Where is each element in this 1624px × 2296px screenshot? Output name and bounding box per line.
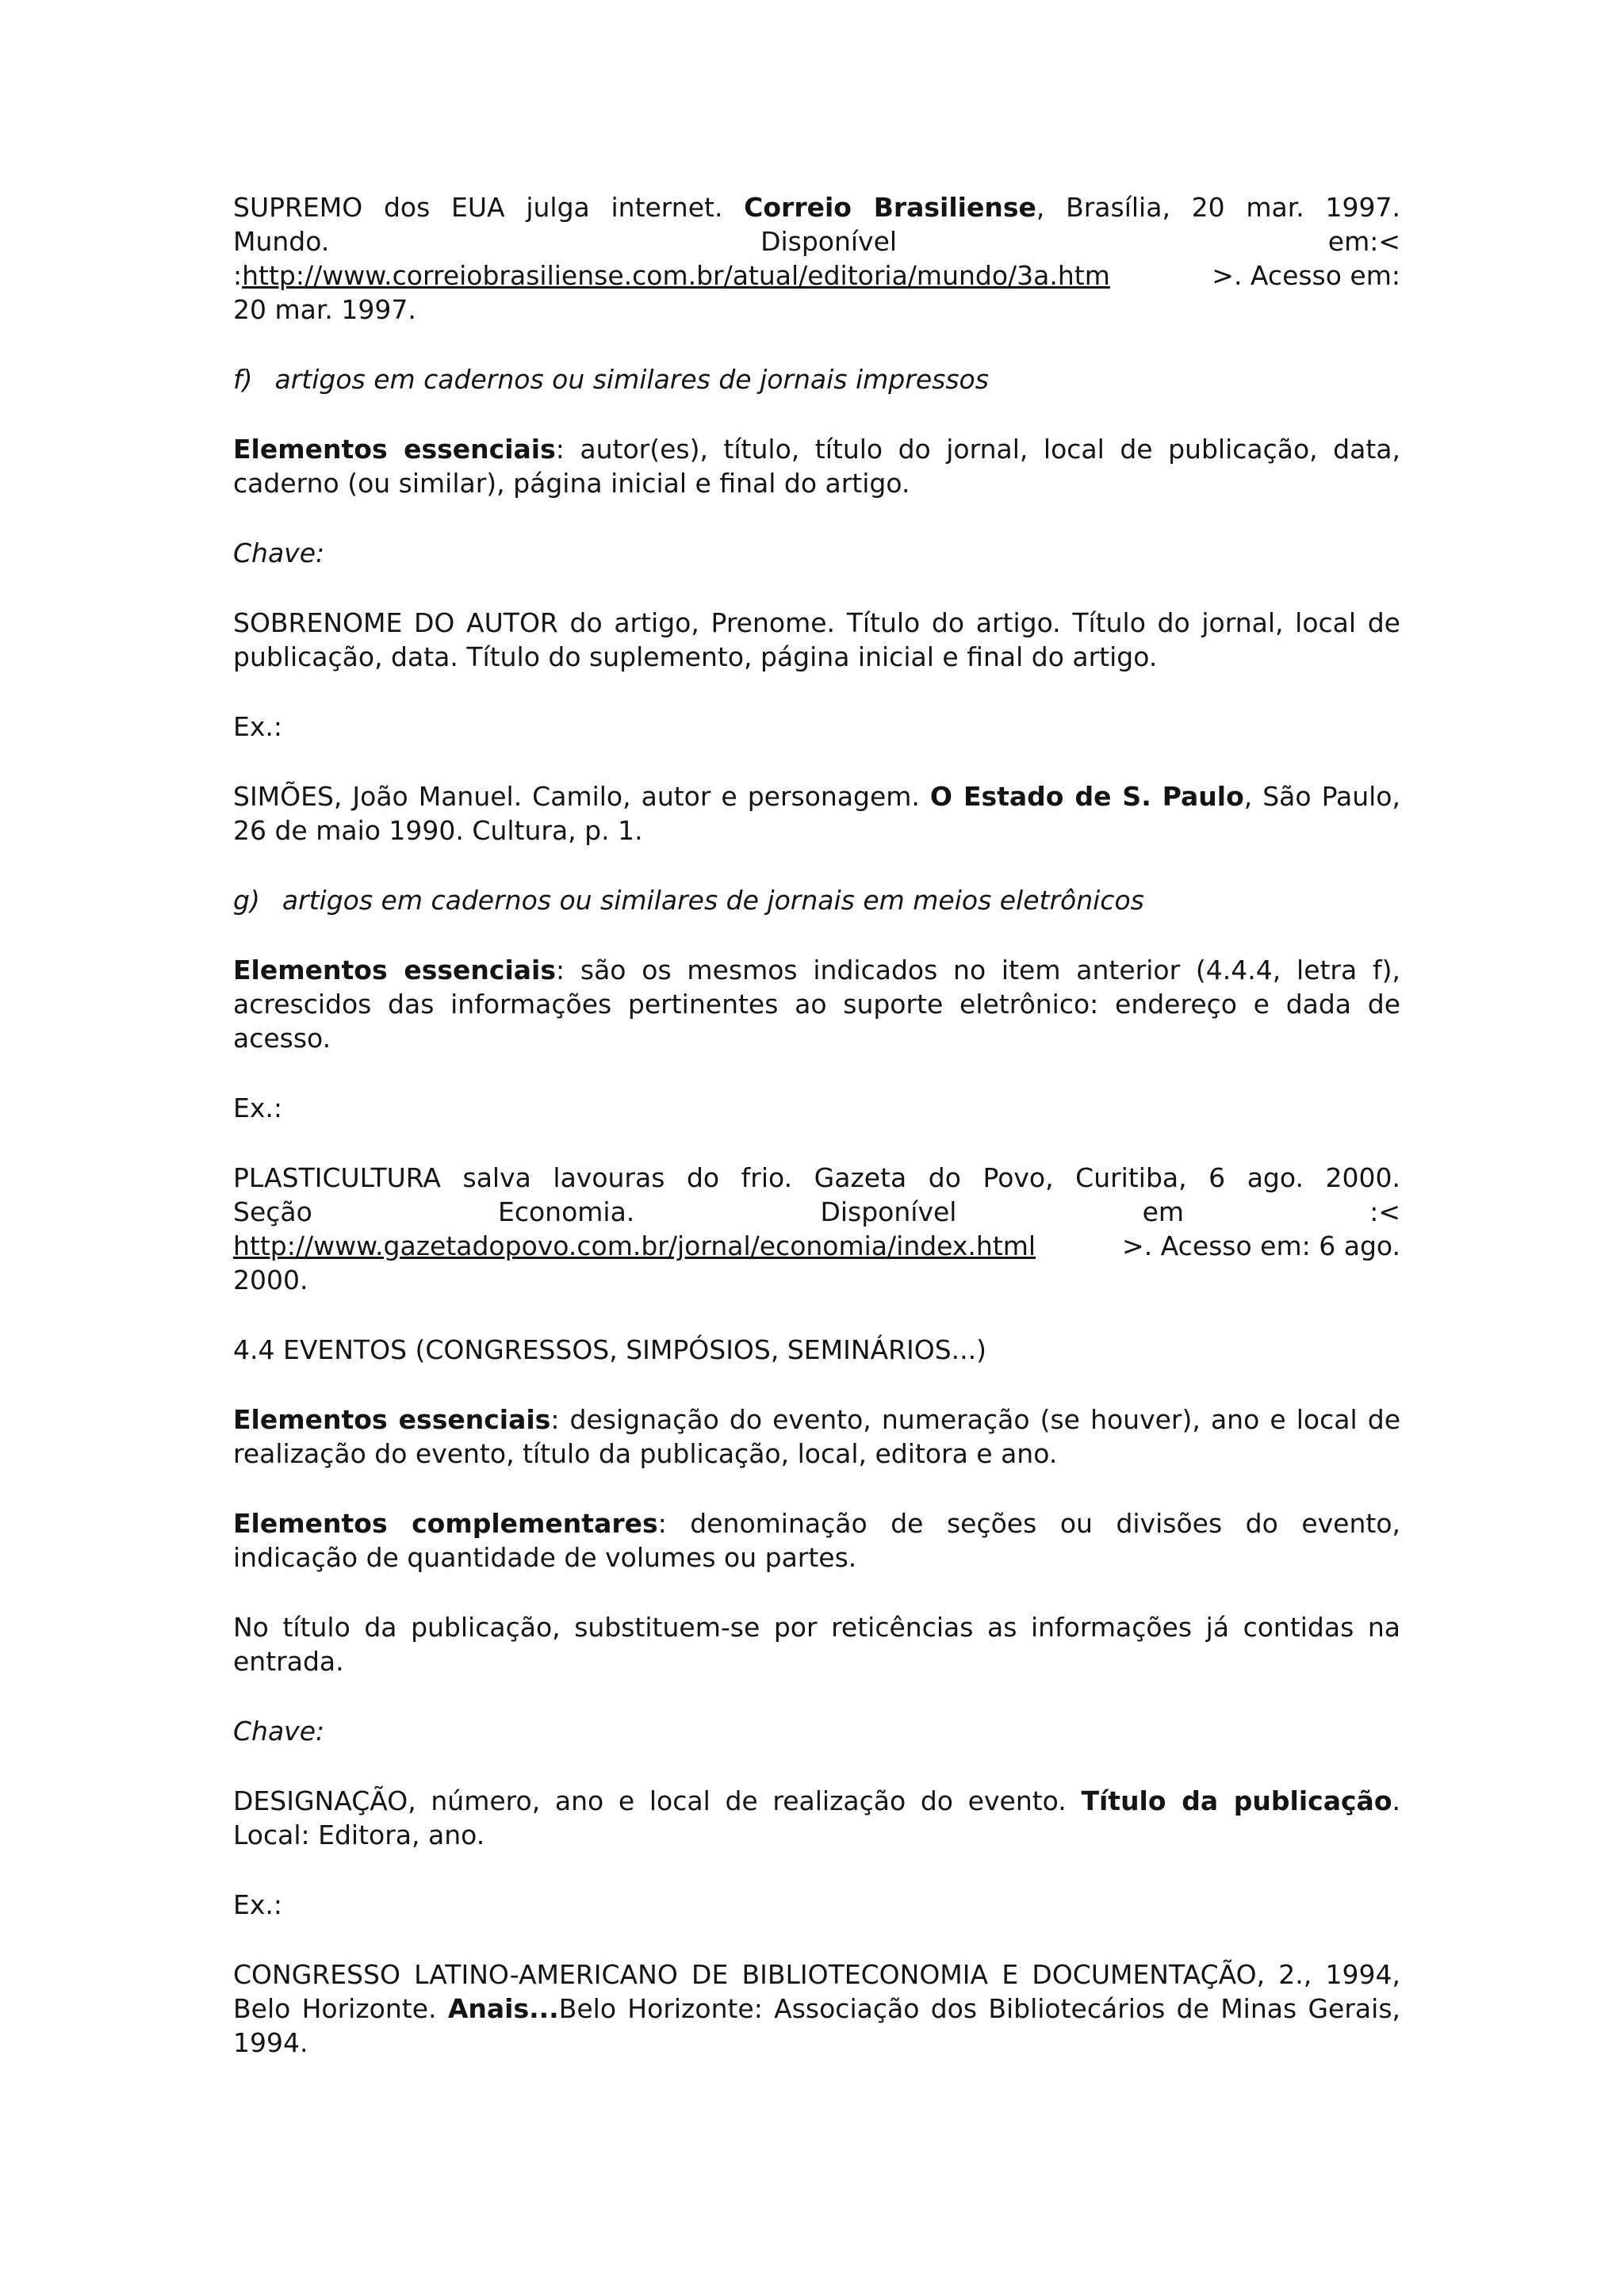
ref-text: em bbox=[1142, 1196, 1185, 1227]
paragraph-text: : são os mesmos indicados no item anterior (4.4.4, letra f), acrescidos das informações pertinentes ao suporte eletrônico: endereço e dada de acesso. bbox=[233, 955, 1400, 1054]
ref-text: CONGRESSO LATINO-AMERICANO DE BIBLIOTECONOMIA E DOCUMENTAÇÃO, 2., 1994, Belo Horizonte. bbox=[233, 1959, 1400, 2024]
url-link[interactable]: http://www.correiobrasiliense.com.br/atual/editoria/mundo/3a.htm bbox=[242, 260, 1110, 291]
example-label: Ex.: bbox=[233, 1889, 282, 1920]
ref-line bbox=[233, 1229, 1400, 1263]
document-page bbox=[233, 190, 1400, 2095]
ref-line bbox=[233, 224, 1400, 258]
ref-text: Economia. bbox=[497, 1196, 635, 1227]
ref-text: 20 mar. 1997. bbox=[233, 294, 416, 325]
label-bold: Elementos complementares bbox=[233, 1508, 658, 1539]
paragraph-text: : denominação de seções ou divisões do evento, indicação de quantidade de volumes ou partes. bbox=[233, 1508, 1401, 1573]
reference-plasticultura bbox=[233, 1161, 1400, 1297]
ref-text: Belo Horizonte: Associação dos Bibliotecários de Minas Gerais, 1994. bbox=[233, 1993, 1400, 2058]
ref-line: PLASTICULTURA salva lavouras do frio. Gazeta do Povo, Curitiba, 6 ago. 2000. bbox=[233, 1162, 1400, 1193]
complementary-elements-eventos bbox=[233, 1506, 1400, 1575]
item-text: artigos em cadernos ou similares de jornais impressos bbox=[274, 364, 989, 395]
publication-title: Anais... bbox=[447, 1993, 559, 2024]
ref-text: : bbox=[233, 260, 243, 291]
ref-text: DESIGNAÇÃO, número, ano e local de realização do evento. bbox=[233, 1785, 1082, 1816]
ref-text: Seção bbox=[233, 1196, 312, 1227]
ref-text: :< bbox=[1369, 1196, 1400, 1227]
ref-text: SUPREMO dos EUA julga internet. bbox=[233, 192, 745, 223]
ref-line bbox=[233, 258, 1400, 293]
example-label: Ex.: bbox=[233, 1093, 282, 1123]
item-letter: g) bbox=[233, 885, 260, 916]
ref-text: SIMÕES, João Manuel. Camilo, autor e personagem. bbox=[233, 781, 930, 812]
chave-eventos bbox=[233, 1784, 1400, 1852]
ref-text: . Local: Editora, ano. bbox=[233, 1785, 1400, 1850]
ref-text: , Brasília, 20 mar. 1997. bbox=[1036, 192, 1400, 223]
reference-simoes bbox=[233, 779, 1400, 848]
paragraph-text: : autor(es), título, título do jornal, local de publicação, data, caderno (ou similar), página inicial e final do artigo. bbox=[233, 434, 1400, 499]
newspaper-title: O Estado de S. Paulo bbox=[929, 781, 1244, 812]
ref-text: em:< bbox=[1327, 226, 1400, 257]
publication-title: Título da publicação bbox=[1081, 1785, 1392, 1816]
ref-text: Disponível bbox=[820, 1196, 957, 1227]
paragraph-text: : designação do evento, numeração (se houver), ano e local de realização do evento, título da publicação, local, editora e ano. bbox=[233, 1404, 1401, 1469]
label-bold: Elementos essenciais bbox=[233, 955, 556, 985]
newspaper-title: Correio Brasiliense bbox=[744, 192, 1036, 223]
section-heading: 4.4 EVENTOS (CONGRESSOS, SIMPÓSIOS, SEMINÁRIOS...) bbox=[233, 1334, 987, 1365]
item-letter: f) bbox=[233, 364, 253, 395]
note-paragraph: No título da publicação, substituem-se por reticências as informações já contidas na entrada. bbox=[233, 1612, 1400, 1677]
chave-format: SOBRENOME DO AUTOR do artigo, Prenome. Título do artigo. Título do jornal, local de publicação, data. Título do suplemento, página inicial e final do artigo. bbox=[233, 607, 1400, 672]
ref-text: , São Paulo, 26 de maio 1990. Cultura, p. 1. bbox=[233, 781, 1400, 846]
ref-text: Mundo. bbox=[233, 226, 330, 257]
url-link[interactable]: http://www.gazetadopovo.com.br/jornal/economia/index.html bbox=[233, 1230, 1036, 1261]
reference-congresso bbox=[233, 1957, 1400, 2060]
item-g-heading bbox=[233, 883, 1400, 917]
ref-text: >. Acesso em: 6 ago. bbox=[1122, 1230, 1400, 1261]
ref-line bbox=[233, 190, 1400, 224]
chave-label: Chave: bbox=[233, 538, 325, 568]
label-bold: Elementos essenciais bbox=[233, 434, 556, 465]
ref-text: >. Acesso em: bbox=[1212, 260, 1400, 291]
item-text: artigos em cadernos ou similares de jornais em meios eletrônicos bbox=[282, 885, 1144, 916]
chave-label: Chave: bbox=[233, 1716, 325, 1747]
ref-text: Disponível bbox=[760, 226, 898, 257]
ref-line bbox=[233, 1195, 1400, 1229]
reference-supremo bbox=[233, 190, 1400, 327]
example-label: Ex.: bbox=[233, 711, 282, 742]
essential-elements-g bbox=[233, 953, 1400, 1055]
label-bold: Elementos essenciais bbox=[233, 1404, 551, 1435]
ref-text: 2000. bbox=[233, 1265, 308, 1295]
essential-elements-f bbox=[233, 432, 1400, 500]
essential-elements-eventos bbox=[233, 1402, 1400, 1471]
item-f-heading bbox=[233, 362, 1400, 396]
